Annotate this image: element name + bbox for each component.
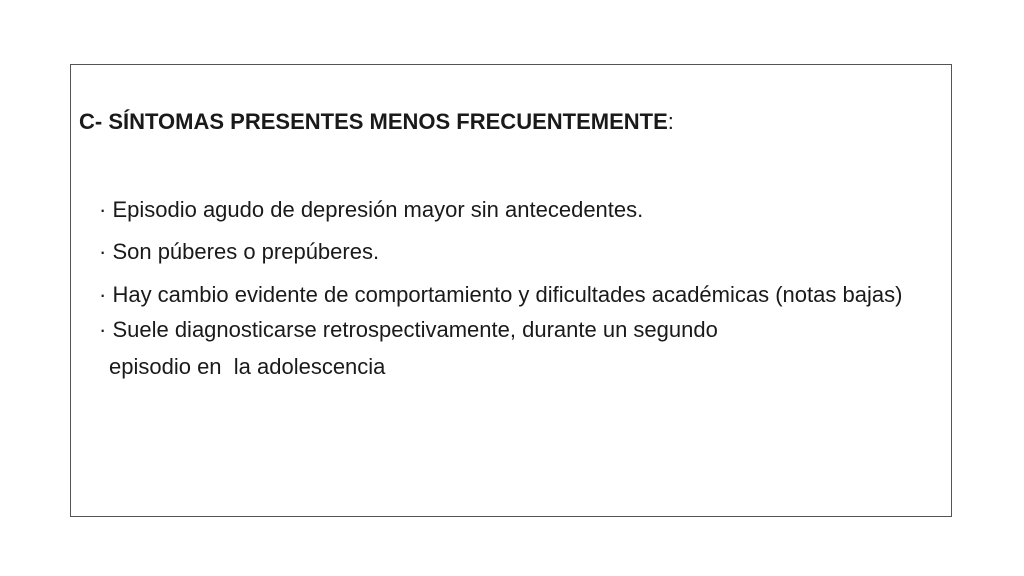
bullet-marker: ·	[99, 317, 107, 343]
section-heading-label: C- SÍNTOMAS PRESENTES MENOS FRECUENTEMENTE	[79, 109, 668, 134]
bullet-marker: ·	[99, 197, 107, 222]
list-item-text: Suele diagnosticarse retrospectivamente, durante un segundo	[106, 317, 718, 343]
symptom-list	[79, 197, 941, 396]
section-heading-colon: :	[667, 109, 674, 134]
bullet-marker: ·	[99, 239, 107, 265]
list-item	[79, 282, 941, 308]
section-heading	[79, 109, 674, 135]
list-item	[79, 317, 941, 343]
list-item	[79, 197, 941, 223]
bullet-marker: ·	[99, 281, 107, 307]
list-item-text: Hay cambio evidente de comportamiento y dificultades académicas (notas bajas)	[106, 281, 903, 307]
list-item-continuation: episodio en la adolescencia	[109, 353, 386, 379]
list-item-text: Son púberes o prepúberes.	[106, 239, 380, 265]
list-item-text: Episodio agudo de depresión mayor sin antecedentes.	[106, 197, 644, 222]
list-item	[79, 239, 941, 265]
content-box	[70, 64, 952, 517]
